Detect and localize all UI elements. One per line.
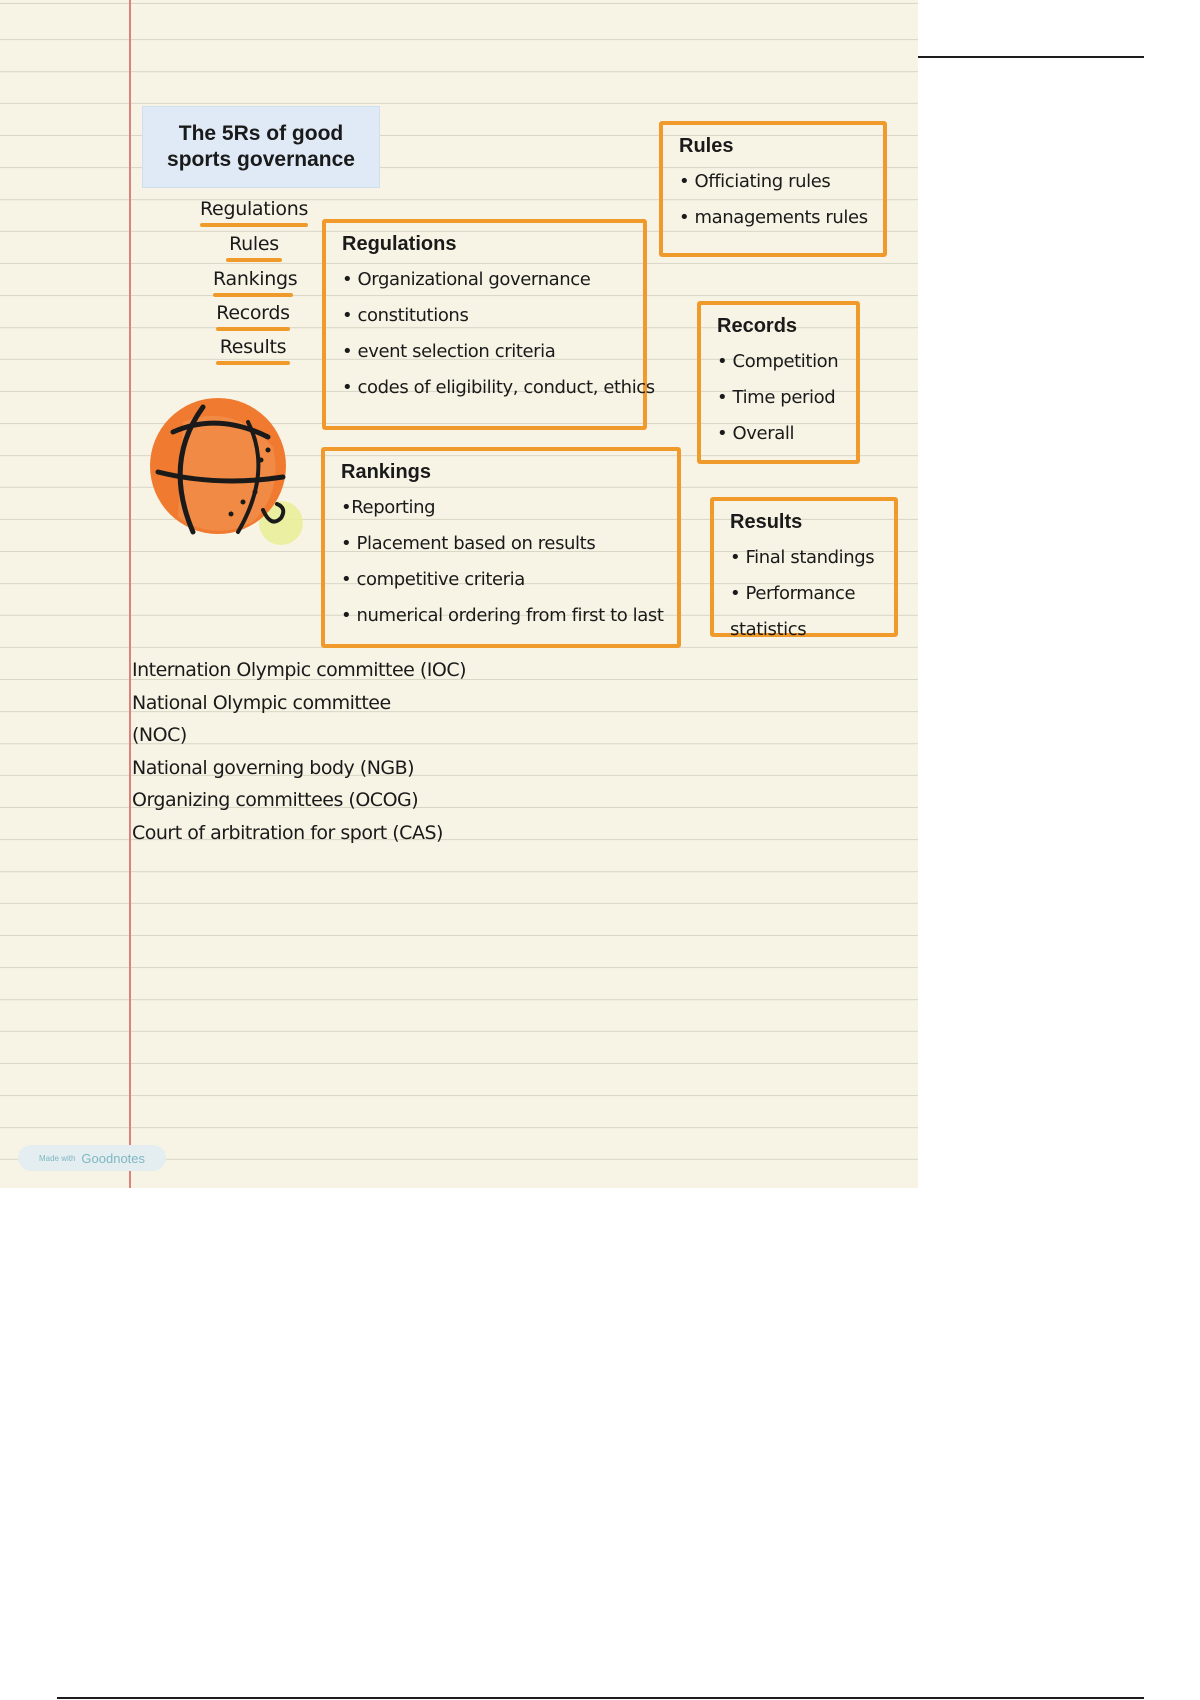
records-box [697,301,860,464]
list-item: Court of arbitration for sport (CAS) [132,821,443,844]
records-heading: Records [717,315,798,337]
underline [213,293,293,297]
results-item: statistics [730,619,807,640]
underline [200,223,308,227]
index-item-rankings: Rankings [213,268,293,297]
rankings-item: • numerical ordering from first to last [341,605,664,626]
results-heading: Results [730,511,803,533]
rankings-item: • competitive criteria [341,569,525,590]
regulations-box [322,219,655,430]
index-item-results: Results [216,336,290,365]
underline [226,258,282,262]
list-item: (NOC) [132,724,187,746]
index-item-regulations: Regulations [200,198,308,227]
list-item: National Olympic committee [132,691,391,714]
results-item: • Performance [730,583,856,604]
regulations-item: • codes of eligibility, conduct, ethics [342,377,655,398]
regulations-item: • event selection criteria [342,341,556,362]
rules-box [659,121,887,257]
margin-line [129,0,131,1188]
rankings-box [321,447,681,648]
regulations-item: • Organizational governance [342,269,591,290]
underline [216,327,290,331]
badge-brand: Goodnotes [81,1150,146,1166]
records-item: • Time period [717,387,836,408]
rankings-heading: Rankings [341,461,432,483]
rules-item: • managements rules [679,207,868,228]
governing-bodies-list [132,654,466,849]
page-title: The 5Rs of good sports governance [167,122,355,171]
goodnotes-badge[interactable] [18,1145,166,1171]
rankings-item: • Placement based on results [341,533,596,554]
records-item: • Overall [717,423,795,444]
rules-item: • Officiating rules [679,171,831,192]
badge-prefix: Made with [38,1153,76,1163]
results-item: • Final standings [730,547,875,568]
rankings-item: •Reporting [341,497,436,518]
header-rule [918,56,1144,58]
regulations-item: • constitutions [342,305,469,326]
index-item-rules: Rules [226,233,282,262]
list-item: Organizing committees (OCOG) [132,789,419,811]
rules-heading: Rules [679,135,734,157]
regulations-heading: Regulations [342,233,457,255]
underline [216,361,290,365]
records-item: • Competition [717,351,839,372]
results-box [710,497,898,640]
list-item: Internation Olympic committee (IOC) [132,659,467,681]
title-card [142,106,380,188]
footer-rule [57,1697,1144,1699]
basketball-icon [143,392,313,552]
list-item: National governing body (NGB) [132,756,415,779]
index-item-records: Records [216,302,290,331]
